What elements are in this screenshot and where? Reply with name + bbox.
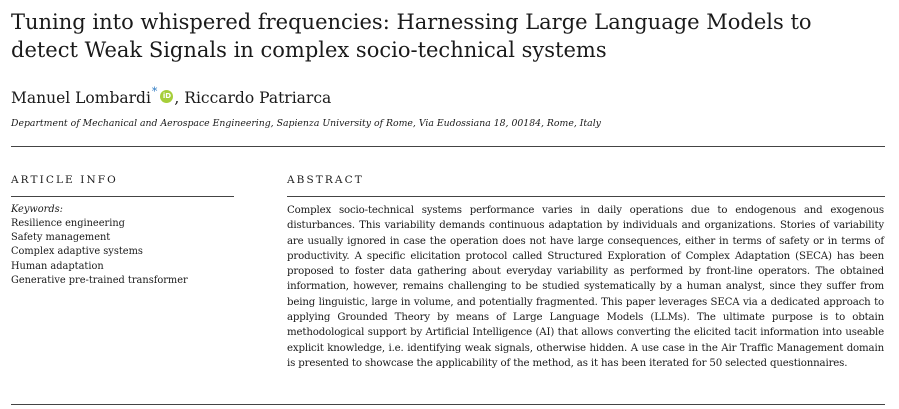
abstract-divider: [287, 196, 885, 197]
keyword-list: [11, 217, 188, 288]
author-list: [11, 84, 331, 108]
abstract-heading: ABSTRACT: [287, 174, 364, 186]
keyword-item: Safety management: [11, 232, 111, 244]
keyword-item: Human adaptation: [11, 260, 104, 272]
author-name[interactable]: Riccardo Patriarca: [184, 89, 332, 108]
affiliation: Department of Mechanical and Aerospace Engineering, Sapienza University of Rome, Via Eudossiana 18, 00184, Rome, Italy: [11, 118, 601, 129]
author-name[interactable]: Manuel Lombardi: [11, 89, 151, 108]
corresponding-author-mark[interactable]: *: [151, 85, 158, 98]
keyword-item: Resilience engineering: [11, 218, 125, 229]
footer-divider: [11, 404, 885, 405]
keyword-item: Generative pre-trained transformer: [11, 274, 188, 286]
abstract-text: Complex socio-technical systems performance varies in daily operations due to endogenous and exogenous disturbances. This variability demands continuous adaptation by individuals and organizations. Stories of variability are usually ignored in case the operation does not have large consequences, either in terms of safety or in terms of productivity. A specific elicitation protocol called Structured Exploration of Complex Adaptation (SECA) has been proposed to foster data gathering about everyday variability as performed by front-line operators. The obtained information, however, remains challenging to be studied systematically by a human analyst, since they suffer from being linguistic, large in volume, and potentially fragmented. This paper leverages SECA via a dedicated approach to applying Grounded Theory by means of Large Language Models (LLMs). The ultimate purpose is to obtain methodological support by Artificial Intelligence (AI) that allows converting the elicited tacit information into useable explicit knowledge, i.e. identifying weak signals, otherwise hidden. A use case in the Air Traffic Management domain is presented to showcase the applicability of the method, as it has been iterated for 50 selected questionnaires.: [287, 205, 884, 369]
header-divider: [11, 146, 885, 147]
keyword-item: Complex adaptive systems: [11, 246, 143, 258]
author-separator: ,: [174, 89, 185, 108]
article-info-heading: ARTICLE INFO: [11, 174, 118, 186]
keywords-label: Keywords:: [11, 204, 63, 215]
orcid-icon[interactable]: iD: [160, 90, 173, 103]
paper-title: Tuning into whispered frequencies: Harnessing Large Language Models to detect Weak Signals in complex socio-technical systems: [11, 10, 812, 62]
article-info-divider: [11, 196, 234, 197]
